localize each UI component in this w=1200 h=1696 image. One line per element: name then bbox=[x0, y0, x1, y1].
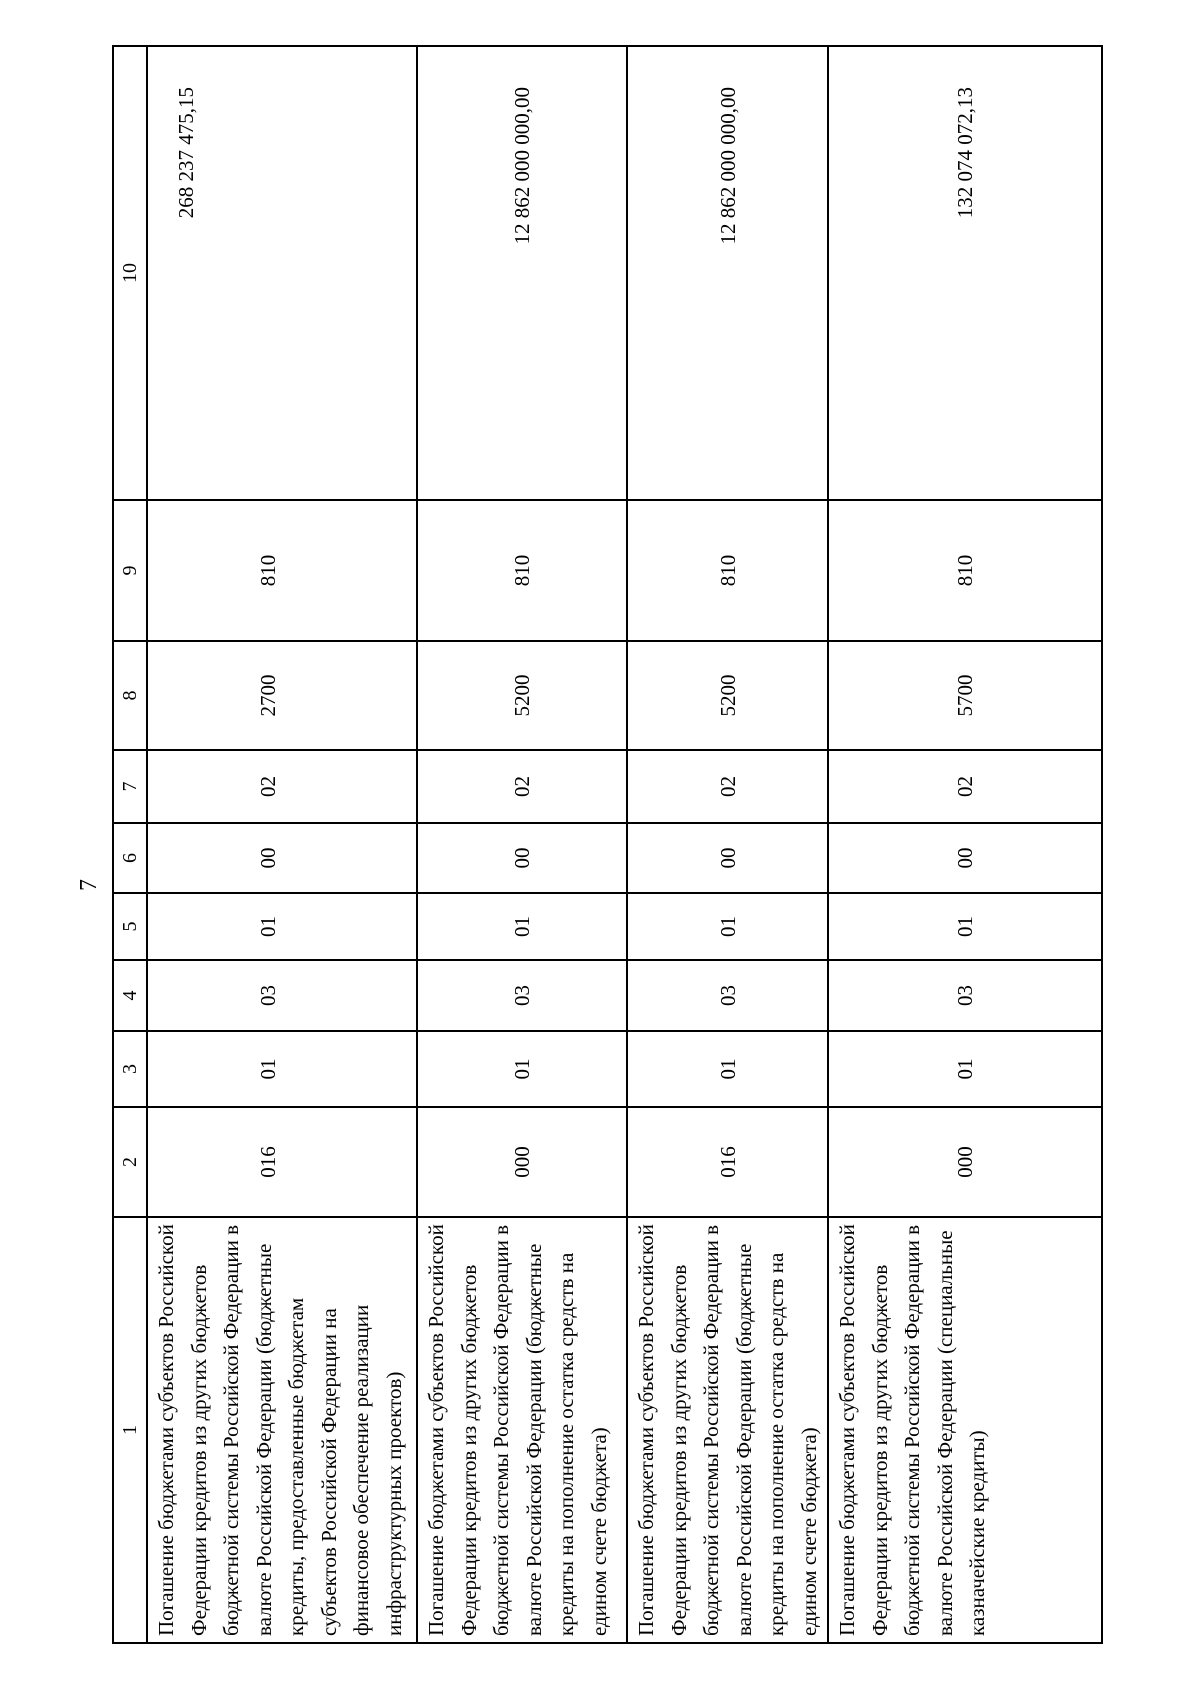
cell-amount: 132 074 072,13 bbox=[828, 46, 1102, 500]
cell-code-5: 01 bbox=[627, 893, 828, 960]
cell-code-5: 01 bbox=[147, 893, 417, 960]
cell-code-9: 810 bbox=[147, 500, 417, 641]
cell-code-4: 03 bbox=[627, 960, 828, 1031]
row-description: Погашение бюджетами субъектов Российской Федерации кредитов из других бюджетов бюджетной системы Российской Федерации в валюте Российской Федерации (бюджетные кредиты, предоставленные бюджетам субъектов Российской Федерации на финансовое обеспечение реализации инфраструктурных проектов) bbox=[147, 1217, 417, 1643]
cell-code-2: 000 bbox=[828, 1107, 1102, 1217]
cell-code-8: 5200 bbox=[627, 641, 828, 750]
table-row bbox=[828, 46, 1102, 1643]
cell-code-7: 02 bbox=[417, 750, 627, 823]
table-row bbox=[417, 46, 627, 1643]
cell-code-4: 03 bbox=[417, 960, 627, 1031]
column-header: 10 bbox=[113, 46, 147, 500]
budget-table bbox=[112, 45, 1103, 1644]
column-header: 5 bbox=[113, 893, 147, 960]
cell-code-7: 02 bbox=[147, 750, 417, 823]
cell-code-7: 02 bbox=[828, 750, 1102, 823]
page-number: 7 bbox=[76, 879, 102, 891]
column-header: 7 bbox=[113, 750, 147, 823]
column-header: 6 bbox=[113, 823, 147, 893]
cell-amount: 12 862 000 000,00 bbox=[627, 46, 828, 500]
cell-code-3: 01 bbox=[417, 1031, 627, 1107]
row-description: Погашение бюджетами субъектов Российской Федерации кредитов из других бюджетов бюджетной системы Российской Федерации в валюте Российской Федерации (бюджетные кредиты на пополнение остатка средств на едином счете бюджета) bbox=[627, 1217, 828, 1643]
cell-code-8: 5700 bbox=[828, 641, 1102, 750]
cell-code-8: 2700 bbox=[147, 641, 417, 750]
cell-amount: 12 862 000 000,00 bbox=[417, 46, 627, 500]
cell-code-2: 016 bbox=[627, 1107, 828, 1217]
cell-code-9: 810 bbox=[828, 500, 1102, 641]
cell-amount: 268 237 475,15 bbox=[147, 46, 417, 500]
cell-code-9: 810 bbox=[627, 500, 828, 641]
table-row bbox=[627, 46, 828, 1643]
cell-code-4: 03 bbox=[828, 960, 1102, 1031]
cell-code-5: 01 bbox=[828, 893, 1102, 960]
column-header: 9 bbox=[113, 500, 147, 641]
column-header: 3 bbox=[113, 1031, 147, 1107]
cell-code-7: 02 bbox=[627, 750, 828, 823]
cell-code-6: 00 bbox=[147, 823, 417, 893]
row-description: Погашение бюджетами субъектов Российской Федерации кредитов из других бюджетов бюджетной системы Российской Федерации в валюте Российской Федерации (специальные казначейские кредиты) bbox=[828, 1217, 1102, 1643]
cell-code-2: 016 bbox=[147, 1107, 417, 1217]
cell-code-2: 000 bbox=[417, 1107, 627, 1217]
table-header-row bbox=[113, 46, 147, 1643]
cell-code-3: 01 bbox=[828, 1031, 1102, 1107]
column-header: 2 bbox=[113, 1107, 147, 1217]
cell-code-8: 5200 bbox=[417, 641, 627, 750]
cell-code-5: 01 bbox=[417, 893, 627, 960]
cell-code-4: 03 bbox=[147, 960, 417, 1031]
cell-code-3: 01 bbox=[627, 1031, 828, 1107]
row-description: Погашение бюджетами субъектов Российской Федерации кредитов из других бюджетов бюджетной системы Российской Федерации в валюте Российской Федерации (бюджетные кредиты на пополнение остатка средств на едином счете бюджета) bbox=[417, 1217, 627, 1643]
cell-code-3: 01 bbox=[147, 1031, 417, 1107]
cell-code-9: 810 bbox=[417, 500, 627, 641]
column-header: 8 bbox=[113, 641, 147, 750]
table-row bbox=[147, 46, 417, 1643]
column-header: 1 bbox=[113, 1217, 147, 1643]
cell-code-6: 00 bbox=[417, 823, 627, 893]
column-header: 4 bbox=[113, 960, 147, 1031]
cell-code-6: 00 bbox=[627, 823, 828, 893]
cell-code-6: 00 bbox=[828, 823, 1102, 893]
rotated-table-container bbox=[112, 47, 1098, 1644]
